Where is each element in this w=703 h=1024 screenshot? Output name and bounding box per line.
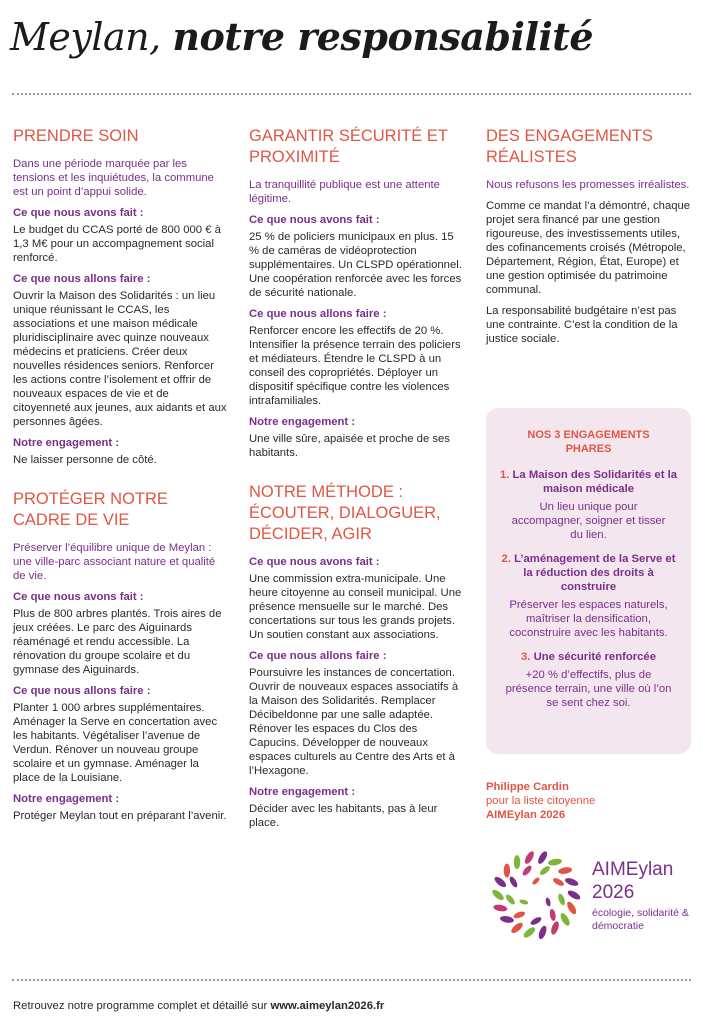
column-right xyxy=(486,126,691,353)
engagement-item xyxy=(496,650,681,710)
done-text: Une commission extra-municipale. Une heure citoyenne au conseil municipal. Une présence mensuelle sur le marché. Des concertations sur tous les grands projets. Un soutien constant aux associations. xyxy=(249,573,462,641)
title-part2: notre responsabilité xyxy=(172,14,594,59)
footer-text: Retrouvez notre programme complet et détaillé sur xyxy=(13,1000,271,1012)
footer-url-link[interactable]: www.aimeylan2026.fr xyxy=(270,1000,385,1012)
engagement-number: 3. xyxy=(521,651,531,663)
section-text: Comme ce mandat l’a démontré, chaque projet sera financé par une gestion rigoureuse, des investissements utiles, des cofinancements croisés (Métropole, Département, Région, État, Europe) et une gestion optimisée du patrimoine communal. xyxy=(486,200,691,296)
commit-label: Notre engagement : xyxy=(249,786,356,798)
todo-label: Ce que nous allons faire : xyxy=(249,308,387,320)
commit-text: Ne laisser personne de côté. xyxy=(13,454,157,466)
todo-label: Ce que nous allons faire : xyxy=(13,273,151,285)
section-heading: DES ENGAGEMENTS RÉALISTES xyxy=(486,127,653,166)
engagement-desc: Un lieu unique pour accompagner, soigner et tisser du lien. xyxy=(511,501,666,541)
section-intro: Nous refusons les promesses irréalistes. xyxy=(486,179,690,191)
signature xyxy=(486,780,691,822)
commit-text: Décider avec les habitants, pas à leur place. xyxy=(249,803,438,829)
engagement-desc: Préserver les espaces naturels, maîtriser la densification, coconstruire avec les habitants. xyxy=(509,599,668,639)
engagement-title: Une sécurité renforcée xyxy=(533,651,656,663)
section-heading: PRENDRE SOIN xyxy=(13,127,139,145)
commit-text: Une ville sûre, apaisée et proche de ses habitants. xyxy=(249,433,450,459)
page-title xyxy=(10,14,700,60)
done-label: Ce que nous avons fait : xyxy=(13,591,144,603)
aimeylan-logo xyxy=(486,845,696,945)
section-intro: Dans une période marquée par les tensions et les inquiétudes, la commune est un point d’appui solide. xyxy=(13,158,214,198)
section-heading: NOTRE MÉTHODE : ÉCOUTER, DIALOGUER, DÉCIDER, AGIR xyxy=(249,483,441,543)
section-proteger-cadre xyxy=(13,489,228,823)
todo-label: Ce que nous allons faire : xyxy=(249,650,387,662)
column-left xyxy=(13,126,228,830)
todo-label: Ce que nous allons faire : xyxy=(13,685,151,697)
top-divider xyxy=(12,93,691,95)
engagement-item xyxy=(496,468,681,542)
signature-name: Philippe Cardin xyxy=(486,781,569,793)
done-label: Ce que nous avons fait : xyxy=(13,207,144,219)
section-heading: PROTÉGER NOTRE CADRE DE VIE xyxy=(13,490,168,529)
todo-text: Planter 1 000 arbres supplémentaires. Aménager la Serve en concertation avec les habitants. Végétaliser l’avenue de Verdun. Rénover un nouveau groupe scolaire et un gymnase. Aménager la place de la Louisiane. xyxy=(13,702,218,784)
commit-text: Protéger Meylan tout en préparant l’avenir. xyxy=(13,810,227,822)
section-intro: Préserver l’équilibre unique de Meylan : une ville-parc associant nature et qualité de vie. xyxy=(13,542,216,582)
section-prendre-soin xyxy=(13,126,228,467)
logo-year: 2026 xyxy=(592,882,635,903)
section-heading: GARANTIR SÉCURITÉ ET PROXIMITÉ xyxy=(249,127,448,166)
engagement-desc: +20 % d’effectifs, plus de présence terrain, une ville où l’on se sent chez soi. xyxy=(505,669,672,709)
signature-role: pour la liste citoyenne xyxy=(486,795,596,807)
done-text: Plus de 800 arbres plantés. Trois aires de jeux créées. Le parc des Aiguinards réaménagé et rendu accessible. La rénovation du groupe scolaire et du gymnase des Aiguinards. xyxy=(13,608,222,676)
engagement-item xyxy=(496,552,681,640)
leaf-wreath-icon xyxy=(486,845,586,945)
bottom-divider xyxy=(12,979,691,981)
todo-text: Renforcer encore les effectifs de 20 %. Intensifier la présence terrain des policiers et médiateurs. Étendre le CLSPD à un conseil des copropriétés. Déployer un dispositif spécifique contre les violences intrafamiliales. xyxy=(249,325,461,407)
done-text: 25 % de policiers municipaux en plus. 15 % de caméras de vidéoprotection supplémentaires. Un CLSPD opérationnel. Une coopération renforcée avec les forces de sécurité nationale. xyxy=(249,231,462,299)
logo-tagline: écologie, solidarité & démocratie xyxy=(592,907,689,932)
signature-list: AIMEylan 2026 xyxy=(486,809,566,821)
section-text: La responsabilité budgétaire n’est pas une contrainte. C’est la condition de la justice sociale. xyxy=(486,305,678,345)
todo-text: Poursuivre les instances de concertation. Ouvrir de nouveaux espaces associatifs à la Maison des Solidarités. Remplacer Décibeldonne par une salle adaptée. Rénover les espaces du Clos des Capucins. Développer de nouveaux espaces culturels au Centre des Arts et à l’Hexagone. xyxy=(249,667,459,777)
title-part1: Meylan, xyxy=(10,15,161,59)
section-intro: La tranquillité publique est une attente légitime. xyxy=(249,179,440,205)
commit-label: Notre engagement : xyxy=(13,437,120,449)
engagement-title: L’aménagement de la Serve et la réduction des droits à construire xyxy=(514,553,676,593)
section-methode xyxy=(249,482,464,830)
done-label: Ce que nous avons fait : xyxy=(249,214,380,226)
engagement-number: 1. xyxy=(499,469,510,481)
engagement-title: La Maison des Solidarités et la maison médicale xyxy=(512,469,678,495)
done-label: Ce que nous avons fait : xyxy=(249,556,380,568)
box-title: NOS 3 ENGAGEMENTS PHARES xyxy=(527,429,650,455)
commit-label: Notre engagement : xyxy=(13,793,120,805)
footer xyxy=(13,999,384,1013)
logo-name: AIMEylan xyxy=(592,859,674,880)
column-middle xyxy=(249,126,464,837)
engagement-number: 2. xyxy=(501,553,511,565)
commit-label: Notre engagement : xyxy=(249,416,356,428)
engagements-box xyxy=(486,408,691,754)
section-securite xyxy=(249,126,464,460)
todo-text: Ouvrir la Maison des Solidarités : un lieu unique réunissant le CCAS, les associations et une maison médicale pluridisciplinaire avec quinze nouveaux médecins et praticiens. Créer deux nouvelles résidences seniors. Renforcer les actions contre l’isolement et offrir de nouveaux espaces de vie et de citoyenneté aux jeunes, aux aidants et aux personnes âgées. xyxy=(13,290,227,428)
done-text: Le budget du CCAS porté de 800 000 € à 1,3 M€ pour un accompagnement social renforcé. xyxy=(13,224,221,264)
